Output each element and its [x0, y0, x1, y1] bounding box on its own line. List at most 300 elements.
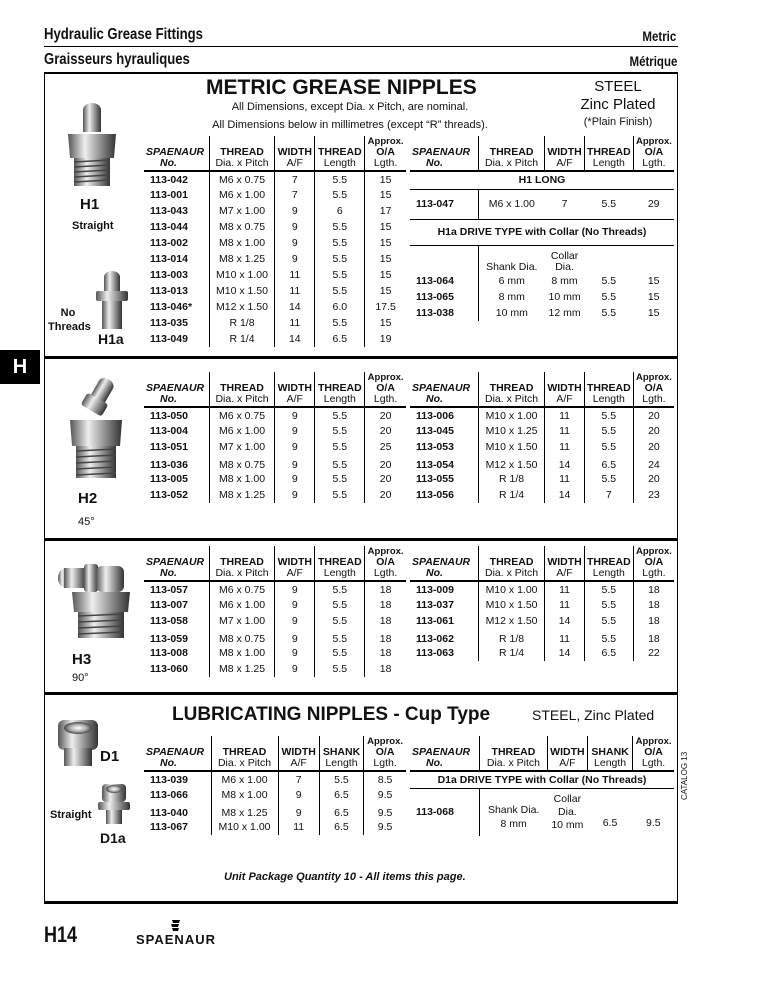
d1a-spec-table — [410, 736, 674, 836]
h2-left-part: 113-005 — [144, 471, 209, 487]
h2-right-width: 11 — [545, 471, 585, 487]
h1-part: 113-043 — [144, 203, 209, 219]
h1a-collar-dia: 8 mm — [551, 275, 578, 287]
d1-length: 6.5 — [319, 803, 363, 819]
col-thread-dia: Dia. x Pitch — [215, 393, 269, 405]
h1-oa: 15 — [379, 189, 392, 201]
h1-oa: 15 — [379, 221, 392, 233]
h1a-fitting-image — [92, 268, 132, 334]
d1-thread: M8 x 1.25 — [211, 803, 278, 819]
h3-left-width: 9 — [275, 581, 315, 597]
h2-right-row — [410, 407, 674, 423]
col-thread-len: THREAD — [586, 382, 631, 394]
h3-right-oa: 18 — [648, 633, 660, 645]
h2-left-width: 9 — [275, 423, 315, 439]
h1-width: 9 — [275, 203, 315, 219]
section2-title: LUBRICATING NIPPLES - Cup Type — [172, 704, 491, 725]
h1-oa: 15 — [379, 237, 392, 249]
col-part-no: No. — [160, 567, 177, 579]
h1-row — [144, 299, 406, 315]
h2-right-width: 14 — [545, 487, 585, 503]
frame-bottom — [44, 901, 678, 904]
h1-row — [144, 219, 406, 235]
h1a-length: 5.5 — [601, 307, 617, 319]
h1a-shank-dia: 6 mm — [498, 275, 525, 287]
section1-material: STEEL — [594, 78, 642, 95]
h1-row — [144, 331, 406, 347]
h2-right-part: 113-056 — [410, 487, 478, 503]
h1-thread: M6 x 0.75 — [209, 171, 274, 187]
h2-right-thread: M10 x 1.25 — [478, 423, 544, 439]
h3-right-row — [410, 645, 674, 661]
d1-part: 113-039 — [144, 771, 211, 787]
h3-left-row — [144, 661, 406, 677]
h1-length: 5.5 — [315, 251, 365, 267]
col-thread: THREAD — [222, 746, 267, 758]
h1-long-oa: 29 — [647, 198, 660, 210]
col-lgth: Lgth. — [642, 567, 666, 579]
col-thread: THREAD — [489, 556, 534, 568]
h2-left-length: 5.5 — [315, 407, 365, 423]
col-shank: SHANK — [322, 746, 361, 758]
h1a-row — [410, 273, 674, 289]
h1-width: 9 — [275, 235, 315, 251]
h2-right-length: 5.5 — [584, 423, 633, 439]
section1-title: METRIC GREASE NIPPLES — [206, 76, 477, 99]
h1a-part: 113-038 — [410, 305, 478, 321]
h2-right-part: 113-054 — [410, 455, 478, 471]
h3-right-part: 113-037 — [410, 597, 478, 613]
h3-right-row — [410, 629, 674, 645]
h2-left-width: 9 — [275, 487, 315, 503]
d1-width: 9 — [278, 787, 319, 803]
h3-right-length: 5.5 — [584, 613, 633, 629]
d1a-oa: 9.5 — [646, 817, 661, 830]
h1-thread: R 1/4 — [209, 331, 274, 347]
h1-width: 7 — [275, 187, 315, 203]
col-part: SPAENAUR — [412, 746, 471, 758]
col-oa: O/A — [376, 382, 395, 394]
h1-width: 14 — [275, 299, 315, 315]
col-approx: Approx. — [367, 372, 404, 383]
h3-right-width: 11 — [545, 597, 585, 613]
h2-right-row — [410, 455, 674, 471]
h3-left-part: 113-008 — [144, 645, 209, 661]
h2-right-length: 5.5 — [584, 407, 633, 423]
h1a-shank-dia-header: Shank Dia. — [486, 261, 538, 273]
h3-left-part: 113-007 — [144, 597, 209, 613]
col-part: SPAENAUR — [146, 382, 205, 394]
h2-left-part: 113-036 — [144, 455, 209, 471]
col-thread-dia: Dia. x Pitch — [484, 157, 539, 169]
col-thread-len: THREAD — [586, 146, 631, 158]
col-shank-length: Length — [594, 757, 627, 769]
h3-left-row — [144, 645, 406, 661]
d1a-drive-title: D1a DRIVE TYPE with Collar (No Threads) — [410, 771, 674, 788]
h2-right-thread: M10 x 1.50 — [478, 439, 544, 455]
h3-90-fitting-image — [54, 556, 138, 640]
h3-right-table — [410, 546, 674, 661]
h2-left-oa: 20 — [379, 489, 392, 501]
h3-left-part: 113-060 — [144, 661, 209, 677]
h2-right-part: 113-055 — [410, 471, 478, 487]
h2-left-width: 9 — [275, 407, 315, 423]
d1a-part: 113-068 — [410, 788, 480, 836]
h2-left-thread: M8 x 0.75 — [209, 455, 274, 471]
h1a-oa: 15 — [647, 307, 660, 319]
h1a-drive-title: H1a DRIVE TYPE with Collar (No Threads) — [410, 219, 674, 245]
d1a-cup-fitting-image — [96, 782, 132, 826]
h1-length: 6.0 — [315, 299, 365, 315]
h2-left-row — [144, 455, 406, 471]
h2-right-thread: R 1/8 — [478, 471, 544, 487]
col-oa: O/A — [376, 146, 395, 158]
h3-left-length: 5.5 — [315, 645, 365, 661]
d1-oa: 9.5 — [377, 807, 393, 819]
h3-right-part: 113-062 — [410, 629, 478, 645]
h1a-part: 113-064 — [410, 273, 478, 289]
h3-left-thread: M8 x 1.25 — [209, 661, 274, 677]
h3-right-thread: M12 x 1.50 — [478, 613, 544, 629]
h1-row — [144, 251, 406, 267]
col-width-af: A/F — [286, 567, 303, 579]
h2-left-length: 5.5 — [315, 455, 365, 471]
col-approx: Approx. — [635, 136, 672, 147]
h2-left-length: 5.5 — [315, 439, 365, 455]
h1-long-title: H1 LONG — [410, 171, 674, 189]
d1-part: 113-040 — [144, 803, 211, 819]
col-width: WIDTH — [277, 556, 313, 568]
col-thread-length: Length — [592, 567, 625, 579]
h3-left-length: 5.5 — [315, 629, 365, 645]
col-thread: THREAD — [220, 146, 264, 158]
h2-left-width: 9 — [275, 471, 315, 487]
col-thread: THREAD — [491, 746, 536, 758]
d1-length: 6.5 — [319, 819, 363, 835]
col-width-af: A/F — [556, 567, 573, 579]
h1-length: 5.5 — [315, 315, 365, 331]
section1-note2: All Dimensions below in millimetres (except “R” threads). — [212, 119, 488, 131]
col-part: SPAENAUR — [412, 382, 471, 394]
h3-right-part: 113-063 — [410, 645, 478, 661]
h3-left-oa: 18 — [379, 647, 392, 659]
h1-oa: 19 — [379, 333, 392, 345]
col-thread-length: Length — [323, 567, 356, 579]
h2-right-oa: 24 — [648, 459, 660, 471]
h1-label: H1 — [80, 196, 100, 213]
d1-cup-fitting-image — [54, 718, 102, 768]
col-oa: O/A — [644, 382, 664, 394]
d1-style: Straight — [50, 809, 92, 821]
h2-left-part: 113-052 — [144, 487, 209, 503]
h1-part: 113-002 — [144, 235, 209, 251]
d1-spec-table — [144, 736, 406, 835]
h3-right-thread: R 1/4 — [478, 645, 544, 661]
header-metric-fr: Métrique — [629, 53, 677, 69]
h2-right-length: 7 — [584, 487, 633, 503]
col-oa: O/A — [375, 746, 395, 758]
h3-right-part: 113-009 — [410, 581, 478, 597]
col-approx: Approx. — [635, 546, 672, 557]
section-tab: H — [0, 350, 40, 384]
h2-right-width: 11 — [545, 407, 585, 423]
col-thread-dia: Dia. x Pitch — [215, 567, 269, 579]
col-width: WIDTH — [277, 382, 313, 394]
col-oa: O/A — [644, 146, 664, 158]
col-lgth: Lgth. — [373, 567, 398, 579]
h1a-note: No Threads — [48, 307, 91, 333]
h1-width: 9 — [275, 219, 315, 235]
d1-width: 7 — [278, 771, 319, 787]
col-thread-len: THREAD — [586, 556, 631, 568]
h3-right-width: 14 — [545, 613, 585, 629]
col-thread: THREAD — [489, 146, 534, 158]
h1-length: 5.5 — [315, 235, 365, 251]
h1a-length: 5.5 — [601, 275, 617, 287]
h1-length: 5.5 — [315, 187, 365, 203]
spaenaur-logo — [136, 918, 216, 947]
h1-thread: M8 x 0.75 — [209, 219, 274, 235]
col-thread: THREAD — [220, 382, 264, 394]
h1-thread: M7 x 1.00 — [209, 203, 274, 219]
col-width-af: A/F — [559, 757, 576, 769]
h3-right-width: 11 — [545, 581, 585, 597]
h2-left-width: 9 — [275, 439, 315, 455]
h1-thread: M6 x 1.00 — [209, 187, 274, 203]
h3-left-part: 113-057 — [144, 581, 209, 597]
h2-left-table — [144, 372, 406, 503]
spaenaur-logo-text: SPAENAUR — [136, 932, 216, 947]
d1-row — [144, 787, 406, 803]
h2-left-row — [144, 439, 406, 455]
h3-left-table — [144, 546, 406, 677]
h1-long-table — [410, 136, 674, 321]
h1-part: 113-044 — [144, 219, 209, 235]
col-thread-len: THREAD — [317, 146, 362, 158]
h3-left-thread: M6 x 0.75 — [209, 581, 274, 597]
d1a-collar-dia: 10 mm — [551, 818, 584, 831]
d1a-shank-dia-header: Shank Dia. — [487, 804, 540, 817]
h3-left-width: 9 — [275, 661, 315, 677]
col-lgth: Lgth. — [373, 393, 398, 405]
col-thread-len: THREAD — [317, 382, 362, 394]
h1-oa: 15 — [379, 253, 392, 265]
h3-left-length: 5.5 — [315, 613, 365, 629]
col-approx: Approx. — [367, 736, 404, 747]
d1-width: 11 — [278, 819, 319, 835]
h3-left-width: 9 — [275, 629, 315, 645]
h3-left-thread: M8 x 0.75 — [209, 629, 274, 645]
h1-straight-fitting-image — [62, 100, 122, 192]
h1-row — [144, 315, 406, 331]
h3-left-row — [144, 597, 406, 613]
col-part-no: No. — [160, 757, 177, 769]
h1-style: Straight — [72, 220, 114, 232]
h2-left-length: 5.5 — [315, 487, 365, 503]
h2-label: H2 — [78, 490, 98, 507]
h2-left-thread: M8 x 1.00 — [209, 471, 274, 487]
h3-right-thread: M10 x 1.00 — [478, 581, 544, 597]
h3-left-oa: 18 — [379, 599, 392, 611]
col-lgth: Lgth. — [642, 393, 666, 405]
h2-right-table — [410, 372, 674, 503]
col-approx: Approx. — [367, 136, 404, 147]
h2-right-part: 113-053 — [410, 439, 478, 455]
h1a-label: H1a — [98, 331, 124, 347]
col-part: SPAENAUR — [146, 746, 205, 758]
section-divider-1 — [44, 356, 678, 359]
h2-right-length: 5.5 — [584, 439, 633, 455]
h2-right-thread: M10 x 1.00 — [478, 407, 544, 423]
col-thread-length: Length — [323, 393, 356, 405]
h3-left-row — [144, 613, 406, 629]
col-oa: O/A — [644, 746, 663, 758]
h1-width: 11 — [275, 283, 315, 299]
col-width: WIDTH — [277, 146, 313, 158]
col-width-af: A/F — [286, 157, 303, 169]
h1a-shank-dia: 10 mm — [495, 307, 528, 319]
d1-oa: 9.5 — [377, 789, 393, 801]
h3-left-thread: M6 x 1.00 — [209, 597, 274, 613]
h2-left-thread: M8 x 1.25 — [209, 487, 274, 503]
catalog-number: CATALOG 13 — [680, 751, 689, 800]
h2-right-row — [410, 487, 674, 503]
h3-left-row — [144, 581, 406, 597]
h1-length: 6.5 — [315, 331, 365, 347]
header-title-fr: Graisseurs hyrauliques — [44, 51, 190, 68]
d1-part: 113-067 — [144, 819, 211, 835]
col-approx: Approx. — [635, 736, 672, 747]
h3-right-row — [410, 581, 674, 597]
d1-row — [144, 819, 406, 835]
h3-left-part: 113-059 — [144, 629, 209, 645]
col-thread-dia: Dia. x Pitch — [486, 757, 540, 769]
h3-left-length: 5.5 — [315, 581, 365, 597]
h1-oa: 17.5 — [375, 301, 396, 313]
h3-left-length: 5.5 — [315, 597, 365, 613]
col-thread-dia: Dia. x Pitch — [484, 567, 539, 579]
h2-right-length: 6.5 — [584, 455, 633, 471]
h3-right-width: 14 — [545, 645, 585, 661]
h3-right-length: 6.5 — [584, 645, 633, 661]
d1-row — [144, 803, 406, 819]
h1-length: 5.5 — [315, 171, 365, 187]
h1-thread: M8 x 1.00 — [209, 235, 274, 251]
h1-oa: 17 — [379, 205, 392, 217]
h2-right-oa: 20 — [648, 473, 660, 485]
h1a-length: 5.5 — [601, 291, 617, 303]
h2-45-fitting-image — [64, 372, 128, 482]
h3-left-width: 9 — [275, 645, 315, 661]
h2-left-thread: M6 x 1.00 — [209, 423, 274, 439]
h2-right-length: 5.5 — [584, 471, 633, 487]
h1-long-part: 113-047 — [410, 189, 478, 219]
col-thread-dia: Dia. x Pitch — [217, 757, 272, 769]
h3-left-width: 9 — [275, 597, 315, 613]
col-lgth: Lgth. — [373, 157, 398, 169]
h2-left-part: 113-004 — [144, 423, 209, 439]
col-shank-length: Length — [325, 757, 358, 769]
h3-right-length: 5.5 — [584, 581, 633, 597]
h3-right-thread: M10 x 1.50 — [478, 597, 544, 613]
h1a-oa: 15 — [647, 275, 660, 287]
col-width: WIDTH — [550, 746, 585, 758]
h1-row — [144, 267, 406, 283]
h2-right-oa: 20 — [648, 425, 660, 437]
d1-oa: 9.5 — [377, 821, 393, 833]
h3-right-oa: 22 — [648, 647, 660, 659]
h1a-row — [410, 305, 674, 321]
h1a-collar-header: Collar — [550, 250, 579, 262]
h1a-collar-dia: 12 mm — [548, 307, 581, 319]
h2-left-oa: 20 — [379, 409, 392, 422]
h1-width: 7 — [275, 171, 315, 187]
d1a-collar-header: Collar — [553, 792, 582, 805]
package-note: Unit Package Quantity 10 - All items this page. — [224, 871, 466, 883]
h1-part: 113-003 — [144, 267, 209, 283]
h1-length: 6 — [315, 203, 365, 219]
h2-right-thread: R 1/4 — [478, 487, 544, 503]
section-divider-2 — [44, 538, 678, 541]
col-part-no: No. — [160, 157, 177, 169]
col-part-no: No. — [426, 393, 443, 405]
h2-left-oa: 25 — [379, 441, 392, 453]
col-thread-length: Length — [592, 393, 625, 405]
d1-thread: M8 x 1.00 — [211, 787, 278, 803]
h3-right-thread: R 1/8 — [478, 629, 544, 645]
col-oa: O/A — [376, 556, 395, 568]
h1-oa: 15 — [379, 269, 392, 281]
h1-part: 113-013 — [144, 283, 209, 299]
section-divider-3 — [44, 692, 678, 695]
h2-left-part: 113-050 — [144, 407, 209, 423]
h1a-row — [410, 289, 674, 305]
spaenaur-logo-icon — [169, 918, 183, 932]
h3-right-width: 11 — [545, 629, 585, 645]
d1a-shank-dia: 8 mm — [500, 818, 527, 831]
h2-left-part: 113-051 — [144, 439, 209, 455]
h2-left-thread: M7 x 1.00 — [209, 439, 274, 455]
h3-right-oa: 18 — [648, 583, 660, 596]
h2-left-length: 5.5 — [315, 471, 365, 487]
col-width: WIDTH — [547, 382, 582, 394]
h1a-part: 113-065 — [410, 289, 478, 305]
h1-thread: M12 x 1.50 — [209, 299, 274, 315]
h3-left-oa: 18 — [379, 663, 392, 675]
col-lgth: Lgth. — [373, 757, 397, 769]
h2-left-width: 9 — [275, 455, 315, 471]
h1-part: 113-001 — [144, 187, 209, 203]
h2-right-part: 113-006 — [410, 407, 478, 423]
h3-right-row — [410, 597, 674, 613]
h2-right-width: 14 — [545, 455, 585, 471]
h1-width: 14 — [275, 331, 315, 347]
d1-length: 5.5 — [319, 771, 363, 787]
h1-thread: M8 x 1.25 — [209, 251, 274, 267]
col-part-no: No. — [426, 157, 443, 169]
h1-length: 5.5 — [315, 283, 365, 299]
h3-right-part: 113-061 — [410, 613, 478, 629]
col-part: SPAENAUR — [146, 556, 205, 568]
col-width-af: A/F — [556, 393, 573, 405]
col-lgth: Lgth. — [641, 757, 666, 769]
h2-right-row — [410, 423, 674, 439]
col-lgth: Lgth. — [642, 157, 666, 169]
h3-left-row — [144, 629, 406, 645]
h1-long-width: 7 — [561, 198, 568, 210]
section1-finish-note: (*Plain Finish) — [583, 116, 653, 128]
h2-left-oa: 20 — [379, 459, 392, 471]
